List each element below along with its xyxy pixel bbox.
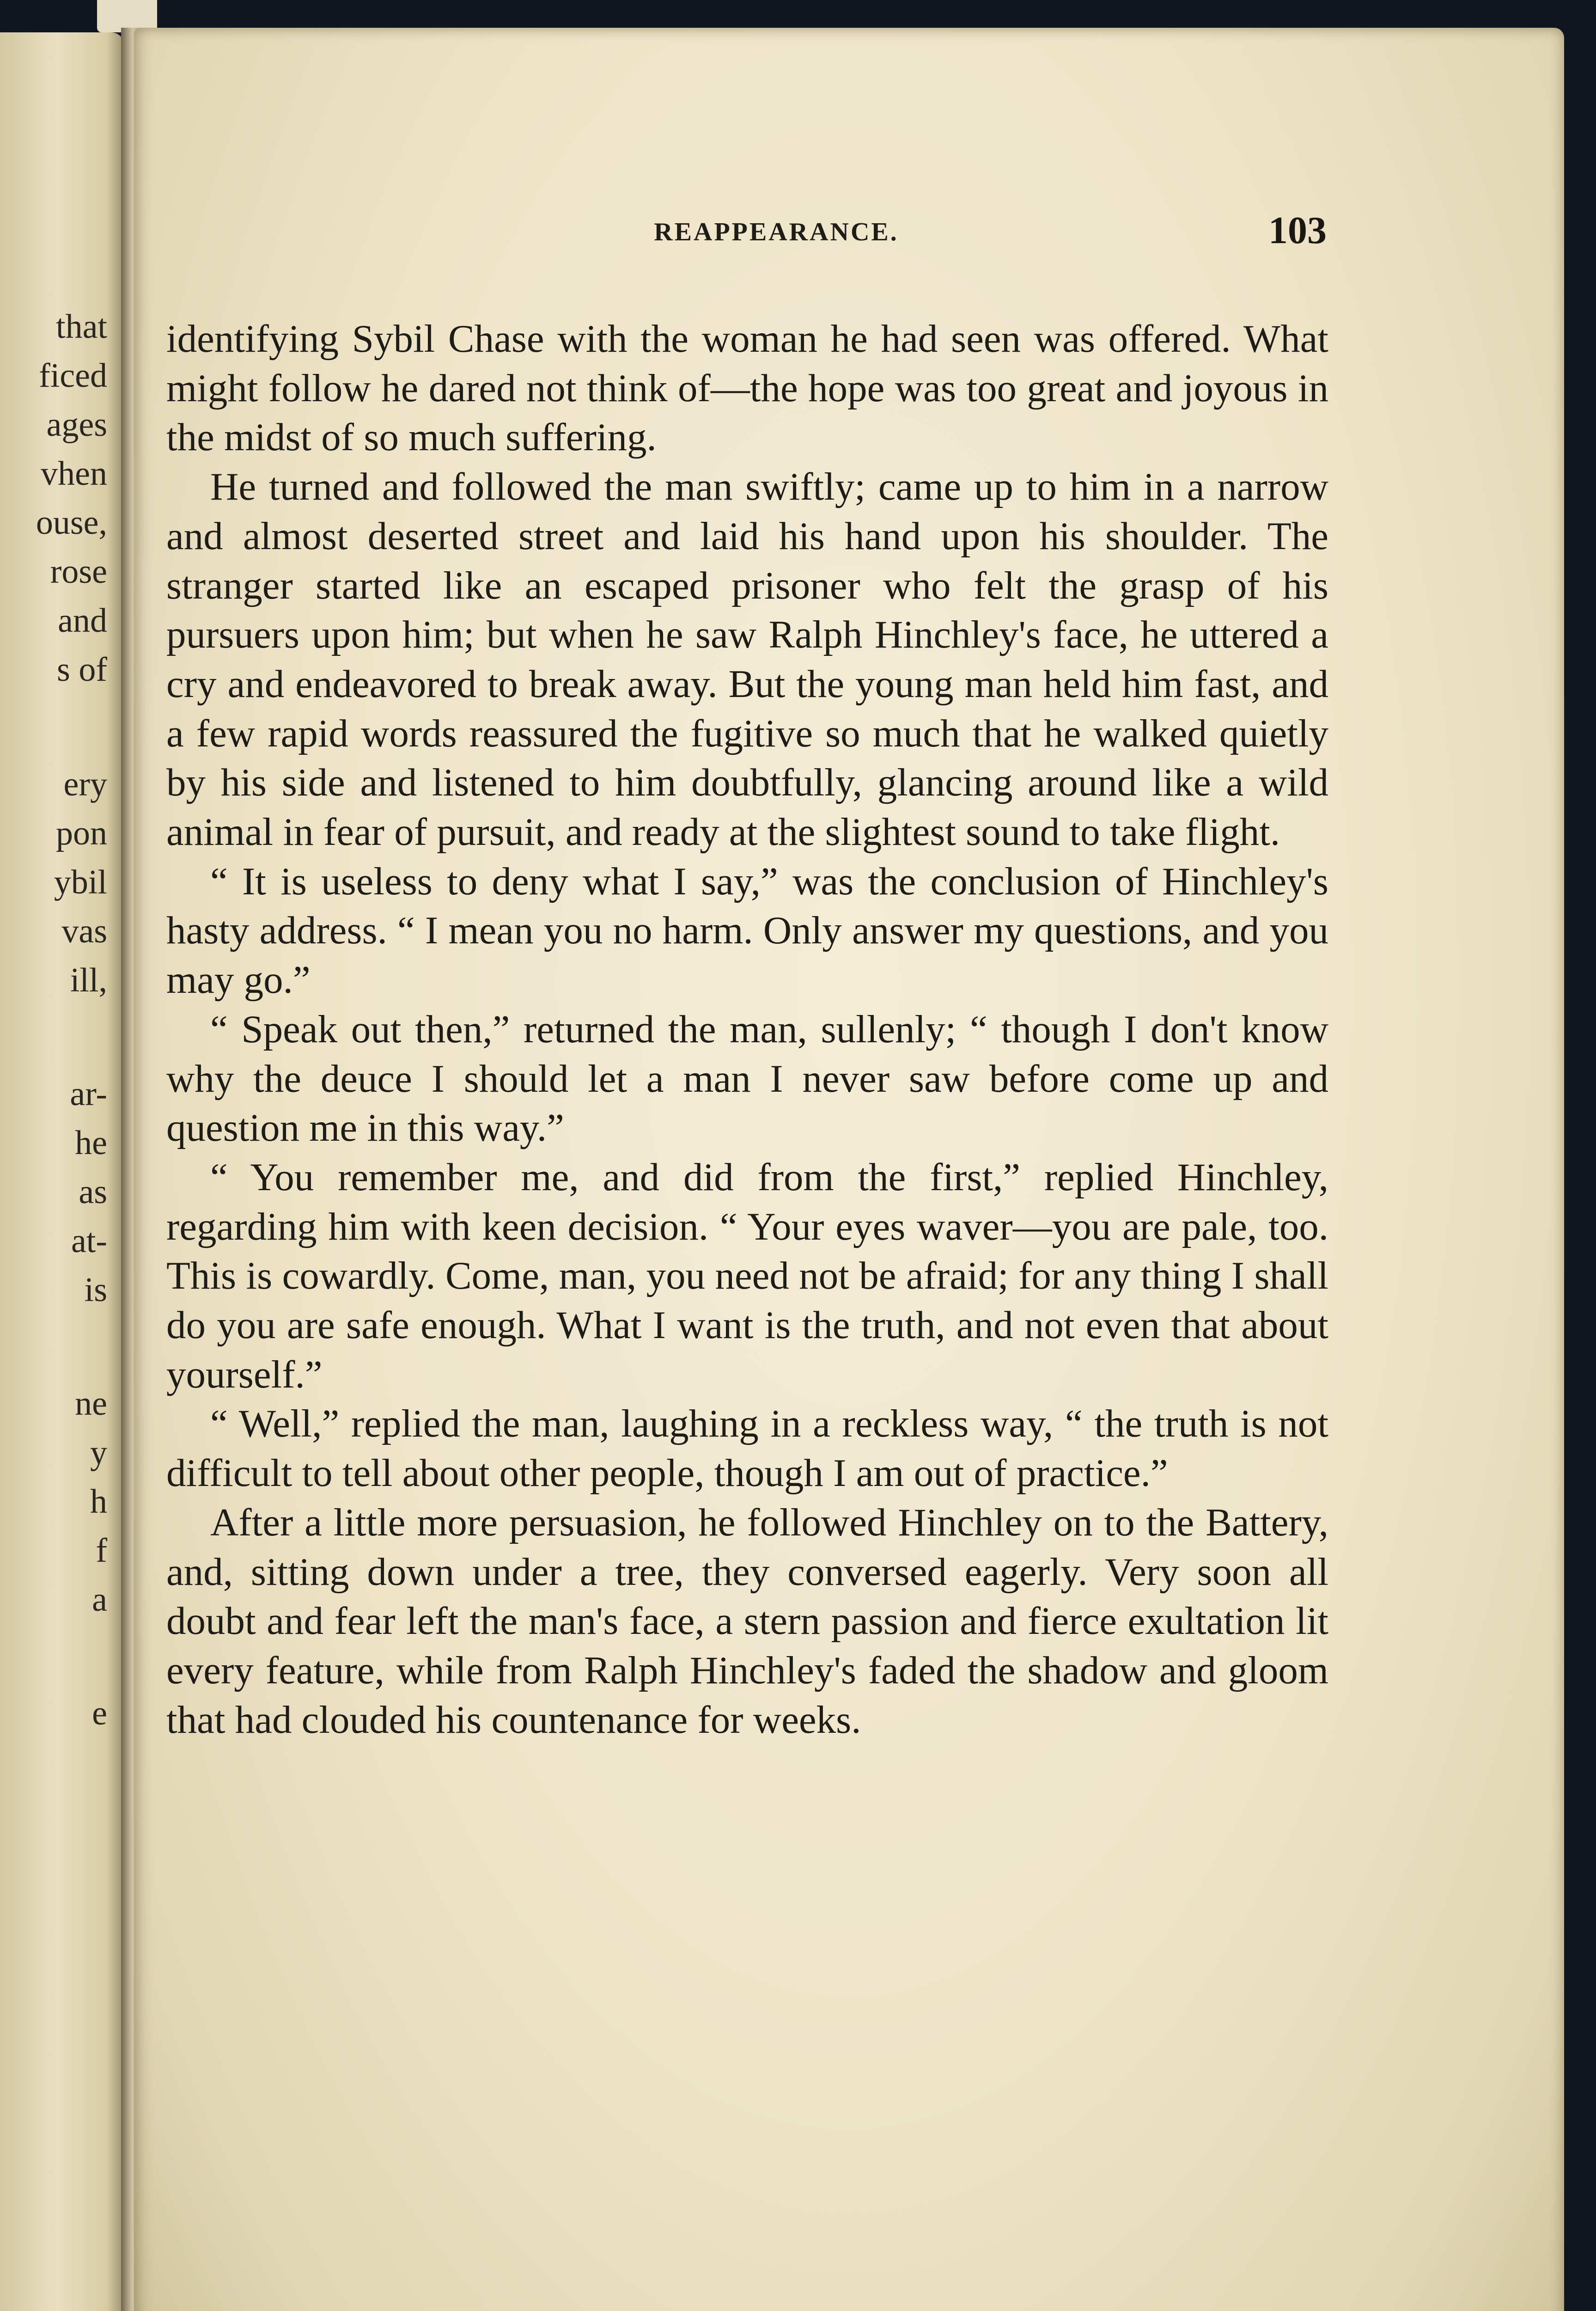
left-page-fragment: f: [96, 1532, 107, 1570]
left-page-fragment: ne: [75, 1385, 107, 1423]
body-text: [166, 314, 1328, 1744]
left-page-fragment: at-: [71, 1222, 107, 1260]
paragraph: “ You remember me, and did from the first,” replied Hinchley, regarding him with keen decision. “ Your eyes waver—you are pale, too. This is cowardly. Come, man, you need not be afraid; for any thing I shall do you are safe enough. What I want is the truth, and not even that about yourself.”: [166, 1155, 1328, 1396]
left-page-fragment: vas: [61, 912, 107, 950]
left-page-fragment: and: [58, 602, 107, 640]
book-page: [134, 28, 1564, 2311]
left-page-fragment: ouse,: [36, 504, 107, 542]
left-page-fragment: as: [79, 1173, 107, 1211]
page-number: 103: [1268, 209, 1327, 252]
left-page-fragment: a: [92, 1581, 107, 1619]
left-page-fragment: s of: [57, 651, 107, 689]
left-page-fragment: ages: [46, 406, 107, 444]
left-page-fragment: e: [92, 1694, 107, 1732]
left-page-fragment: ybil: [54, 863, 107, 901]
left-page-fragment: ar-: [70, 1075, 107, 1113]
paragraph: After a little more persuasion, he followed Hinchley on to the Battery, and, sitting down under a tree, they conversed eagerly. Very soon all doubt and fear left the man's face, a stern passion and fierce exultation lit every feature, while from Ralph Hinchley's faded the shadow and gloom that had clouded his countenance for weeks.: [166, 1500, 1328, 1742]
left-page-fragment: y: [90, 1434, 107, 1472]
left-page-fragment: vhen: [41, 455, 107, 493]
left-page-fragment: that: [56, 308, 107, 346]
paragraph: identifying Sybil Chase with the woman he had seen was offered. What might follow he dared not think of—the hope was too great and joyous in the midst of so much suffering.: [166, 317, 1328, 459]
paragraph: He turned and followed the man swiftly; came up to him in a narrow and almost deserted street and laid his hand upon his shoulder. The stranger started like an escaped prisoner who felt the grasp of his pursuers upon him; but when he saw Ralph Hinchley's face, he uttered a cry and endeavored to break away. But the young man held him fast, and a few rapid words reassured the fugitive so much that he walked quietly by his side and listened to him doubtfully, glancing around like a wild animal in fear of pursuit, and ready at the slightest sound to take flight.: [166, 465, 1328, 854]
paragraph: “ Speak out then,” returned the man, sullenly; “ though I don't know why the deuce I should let a man I never saw before come up and question me in this way.”: [166, 1007, 1328, 1150]
left-page-fragment: rose: [50, 553, 107, 591]
left-page-fragment: ery: [63, 765, 107, 803]
previous-page-edge: [0, 32, 125, 2311]
left-page-fragment: pon: [56, 814, 107, 852]
left-page-fragment: h: [90, 1483, 107, 1521]
left-page-fragment: ficed: [39, 357, 107, 395]
left-page-fragment: he: [75, 1124, 107, 1162]
running-head: REAPPEARANCE.: [654, 218, 899, 246]
left-page-fragment: ill,: [70, 961, 107, 999]
page-header: [134, 203, 1564, 259]
left-page-fragment: is: [84, 1271, 107, 1309]
paragraph: “ Well,” replied the man, laughing in a reckless way, “ the truth is not difficult to tell about other people, though I am out of practice.”: [166, 1402, 1328, 1495]
paragraph: “ It is useless to deny what I say,” was the conclusion of Hinchley's hasty address. “ I mean you no harm. Only answer my questions, and you may go.”: [166, 859, 1328, 1002]
